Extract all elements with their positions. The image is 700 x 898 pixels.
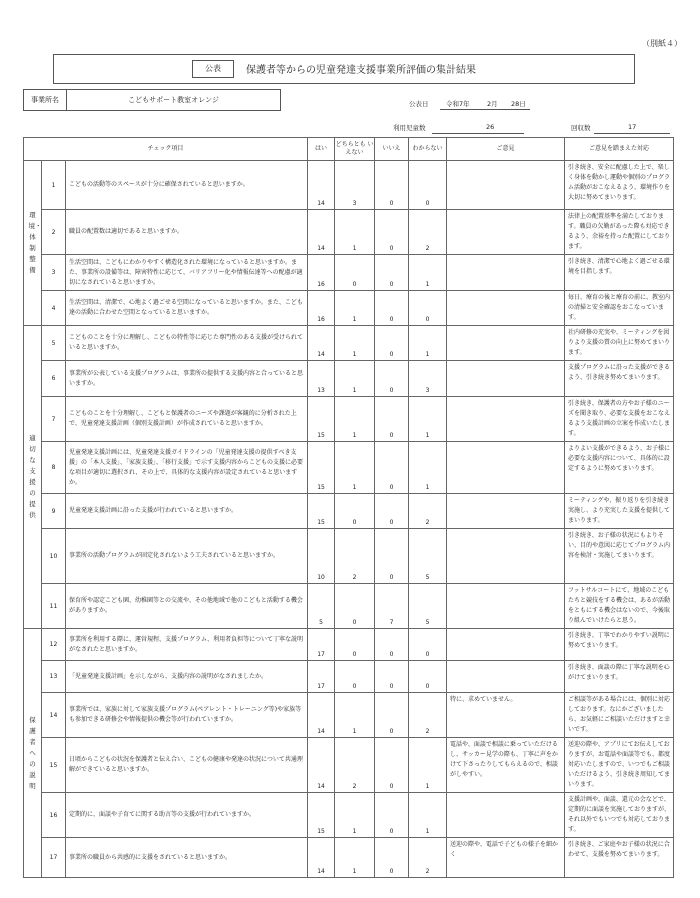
- header-response: ご意見を踏まえた対応: [565, 138, 674, 161]
- check-item: こどものことを十分理解し、こどもと保護者のニーズや課題が客観的に分析された上で、児童発達支援計画（個別支援計画）が作成されていると思いますか。: [66, 397, 308, 442]
- opinion-cell: [447, 161, 565, 210]
- table-row: [24, 529, 674, 584]
- count-neither: 0: [335, 494, 375, 529]
- publish-day: 28日: [511, 100, 526, 108]
- publish-month: 2月: [487, 100, 498, 108]
- response-cell: フットサルコートにて、地域のこどもたちと競技をする機会は、あるが活動をともにする機会はないので、今後取り組んでいけたらと思う。: [565, 584, 674, 629]
- count-no: 0: [375, 326, 409, 361]
- category-label: 保護者への説明: [29, 715, 36, 790]
- table-row: [24, 584, 674, 629]
- count-no: 0: [375, 629, 409, 661]
- count-unknown: 1: [409, 326, 447, 361]
- count-yes: 14: [308, 210, 335, 255]
- annex-tag: （別紙４）: [642, 39, 682, 48]
- table-row: [24, 442, 674, 494]
- check-item: 生活空間は、こどもにわかりやすく構造化された環境になっていると思いますか。また、事業所の設備等は、障害特性に応じて、バリアフリー化や情報伝達等への配慮が適切になされていると思いますか。: [66, 255, 308, 291]
- count-neither: 0: [335, 584, 375, 629]
- office-name: こどもサポート教室オレンジ: [128, 96, 219, 104]
- count-yes: 14: [308, 693, 335, 738]
- response-cell: ミーティングや、振り返りを引き続き実施し、より充実した支援を提供してまいります。: [565, 494, 674, 529]
- count-unknown: 2: [409, 838, 447, 878]
- count-neither: 1: [335, 838, 375, 878]
- responses-underline: [594, 133, 670, 134]
- item-number: 3: [42, 255, 66, 291]
- header-neither: どちらとも いえない: [335, 138, 375, 161]
- item-number: 1: [42, 161, 66, 210]
- response-cell: 引き続き、お子様の状況にもよりそい、目的や意図に応じてプログラム内容を検討・実施してまいります。: [565, 529, 674, 584]
- count-unknown: 2: [409, 693, 447, 738]
- check-item: こどもの活動等のスペースが十分に確保されていると思いますか。: [66, 161, 308, 210]
- count-neither: 1: [335, 793, 375, 838]
- check-item: 保育所や認定こども園、幼稚園等との交流や、その他地域で他のこどもと活動する機会がありますか。: [66, 584, 308, 629]
- opinion-cell: [447, 494, 565, 529]
- table-row: [24, 838, 674, 878]
- publish-date-underline: [440, 109, 530, 110]
- count-no: 0: [375, 210, 409, 255]
- opinion-cell: [447, 793, 565, 838]
- count-yes: 14: [308, 838, 335, 878]
- count-neither: 1: [335, 693, 375, 738]
- count-no: 0: [375, 361, 409, 397]
- response-cell: 毎日、療育の後と療育の前に、教室内の清掃と安全確認をおこなっています。: [565, 291, 674, 326]
- count-yes: 17: [308, 661, 335, 693]
- opinion-cell: [447, 629, 565, 661]
- item-number: 12: [42, 629, 66, 661]
- check-item: 事業所の活動プログラムが固定化されないよう工夫されていると思いますか。: [66, 529, 308, 584]
- count-unknown: 5: [409, 529, 447, 584]
- count-neither: 1: [335, 361, 375, 397]
- count-unknown: 0: [409, 661, 447, 693]
- category-cell: [24, 629, 42, 878]
- opinion-cell: [447, 661, 565, 693]
- opinion-cell: [447, 326, 565, 361]
- item-number: 14: [42, 693, 66, 738]
- count-unknown: 1: [409, 397, 447, 442]
- check-item: 日頃からこどもの状況を保護者と伝え合い、こどもの健康や発達の状況について共通理解ができていると思いますか。: [66, 738, 308, 793]
- opinion-cell: [447, 529, 565, 584]
- table-row: [24, 326, 674, 361]
- response-cell: 引き続き、面談の際に丁寧な説明を心がけてまいります。: [565, 661, 674, 693]
- count-no: 7: [375, 584, 409, 629]
- count-yes: 14: [308, 161, 335, 210]
- count-no: 0: [375, 494, 409, 529]
- opinion-cell: [447, 442, 565, 494]
- count-neither: 1: [335, 210, 375, 255]
- users-value: 26: [486, 123, 495, 131]
- check-item: 「児童発達支援計画」を示しながら、支援内容の説明がなされましたか。: [66, 661, 308, 693]
- opinion-cell: [447, 210, 565, 255]
- header-opinion: ご意見: [447, 138, 565, 161]
- response-cell: 引き続き、ご家庭やお子様の状況に合わせて、支援を努めてまいります。: [565, 838, 674, 878]
- category-cell: [24, 326, 42, 629]
- count-yes: 15: [308, 397, 335, 442]
- users-underline: [432, 133, 524, 134]
- count-yes: 17: [308, 629, 335, 661]
- count-yes: 16: [308, 255, 335, 291]
- item-number: 15: [42, 738, 66, 793]
- count-yes: 15: [308, 442, 335, 494]
- count-unknown: 3: [409, 361, 447, 397]
- item-number: 6: [42, 361, 66, 397]
- item-number: 11: [42, 584, 66, 629]
- count-neither: 0: [335, 255, 375, 291]
- publish-era: 令和7年: [446, 100, 470, 108]
- count-unknown: 1: [409, 442, 447, 494]
- count-no: 0: [375, 291, 409, 326]
- count-yes: 5: [308, 584, 335, 629]
- table-row: [24, 161, 674, 210]
- item-number: 4: [42, 291, 66, 326]
- check-item: 事業所の職員から共感的に支援をされていると思いますか。: [66, 838, 308, 878]
- table-row: [24, 255, 674, 291]
- check-item: 定期的に、面談や子育てに関する助言等の支援が行われていますか。: [66, 793, 308, 838]
- table-row: [24, 793, 674, 838]
- table-row: [24, 494, 674, 529]
- item-number: 10: [42, 529, 66, 584]
- public-label: 公表: [192, 60, 234, 78]
- count-unknown: 1: [409, 255, 447, 291]
- table-row: [24, 291, 674, 326]
- opinion-cell: [447, 291, 565, 326]
- item-number: 5: [42, 326, 66, 361]
- count-neither: 1: [335, 442, 375, 494]
- count-neither: 1: [335, 291, 375, 326]
- count-neither: 2: [335, 738, 375, 793]
- count-no: 0: [375, 397, 409, 442]
- count-yes: 15: [308, 793, 335, 838]
- response-cell: 社内研修の充実や、ミーティングを図りより支援の質の向上に努めてまいります。: [565, 326, 674, 361]
- table-header-row: [24, 138, 674, 161]
- response-cell: 支援プログラムに沿った支援ができるよう、引き続き努めてまいります。: [565, 361, 674, 397]
- responses-label: 回収数: [571, 124, 591, 132]
- office-name-box: [23, 89, 281, 111]
- count-no: 0: [375, 793, 409, 838]
- opinion-cell: 送迎の際や、電話で子どもの様子を細かく: [447, 838, 565, 878]
- count-no: 0: [375, 529, 409, 584]
- count-no: 0: [375, 838, 409, 878]
- category-label: 環境・体制整備: [28, 211, 42, 274]
- response-cell: ご相談等がある場合には、個別に対応しております。なにかございましたら、お気軽にご相談いただけますと幸いです。: [565, 693, 674, 738]
- header-yes: はい: [308, 138, 335, 161]
- count-yes: 10: [308, 529, 335, 584]
- count-no: 0: [375, 661, 409, 693]
- office-label: 事業所名: [24, 90, 67, 110]
- table-row: [24, 661, 674, 693]
- evaluation-table: [23, 137, 674, 878]
- check-item: 事業所を利用する際に、運営規程、支援プログラム、利用者負担等について丁寧な説明がなされたと思いますか。: [66, 629, 308, 661]
- table-row: [24, 361, 674, 397]
- opinion-cell: 電話や、面談で相談に乗っていただけるし、サッカー見学の際も、丁寧に声をかけて下さったりしてもらえるので、相談がしやすい。: [447, 738, 565, 793]
- check-item: 児童発達支援計画に沿った支援が行われていると思いますか。: [66, 494, 308, 529]
- opinion-cell: [447, 584, 565, 629]
- count-yes: 14: [308, 326, 335, 361]
- check-item: こどものことを十分に理解し、こどもの特性等に応じた専門性のある支援が受けられていると思いますか。: [66, 326, 308, 361]
- response-cell: 送迎の際や、アプリにてお伝えしておりますが、お電話や面談等でも、都度対応いたしますので、いつでもご相談いただけるよう、引き続き周知してまいります。: [565, 738, 674, 793]
- responses-value: 17: [628, 123, 637, 131]
- count-neither: 0: [335, 629, 375, 661]
- count-neither: 1: [335, 397, 375, 442]
- item-number: 2: [42, 210, 66, 255]
- count-unknown: 0: [409, 629, 447, 661]
- count-yes: 13: [308, 361, 335, 397]
- count-unknown: 1: [409, 793, 447, 838]
- header-no: いいえ: [375, 138, 409, 161]
- check-item: 児童発達支援計画には、児童発達支援ガイドラインの「児童発達支援の提供すべき支援」の「本人支援」、「家族支援」、「移行支援」で示す支援内容からこどもの支援に必要な項目が適切に選択され、その上で、具体的な支援内容が設定されていると思いますか。: [66, 442, 308, 494]
- category-cell: [24, 161, 42, 326]
- users-label: 利用児童数: [393, 124, 426, 132]
- count-no: 0: [375, 738, 409, 793]
- count-no: 0: [375, 693, 409, 738]
- response-cell: よりよい支援ができるよう、お子様に必要な支援内容について、具体的に設定するように努めてまいります。: [565, 442, 674, 494]
- opinion-cell: [447, 397, 565, 442]
- response-cell: 引き続き、保護者の方やお子様のニーズを聞き取り、必要な支援をおこなえるよう支援計画の立案を作成いたします。: [565, 397, 674, 442]
- response-cell: 引き続き、清潔で心地よく過ごせる環境を目指します。: [565, 255, 674, 291]
- count-neither: 2: [335, 529, 375, 584]
- count-yes: 14: [308, 738, 335, 793]
- item-number: 16: [42, 793, 66, 838]
- count-unknown: 1: [409, 738, 447, 793]
- publish-date-label: 公表日: [409, 100, 429, 108]
- response-cell: 引き続き、丁寧でわかりやすい説明に努めてまいります。: [565, 629, 674, 661]
- header-item: チェック項目: [24, 138, 308, 161]
- item-number: 8: [42, 442, 66, 494]
- count-neither: 1: [335, 326, 375, 361]
- count-neither: 3: [335, 161, 375, 210]
- count-unknown: 0: [409, 291, 447, 326]
- opinion-cell: [447, 361, 565, 397]
- count-unknown: 2: [409, 210, 447, 255]
- count-yes: 15: [308, 494, 335, 529]
- item-number: 7: [42, 397, 66, 442]
- check-item: 事業所では、家族に対して家族支援プログラム(ペアレント・トレーニング等)や家族等も参加できる研修会や情報提供の機会等が行われていますか。: [66, 693, 308, 738]
- page-title: 保護者等からの児童発達支援事業所評価の集計結果: [246, 65, 476, 76]
- title-box: [53, 54, 635, 84]
- category-label: 適切な支援の提供: [29, 434, 36, 519]
- response-cell: 引き続き、安全に配慮した上で、楽しく身体を動かし運動や個別のプログラム活動がおこなえるよう、環境作りを大切に努めてまいります。: [565, 161, 674, 210]
- count-no: 0: [375, 161, 409, 210]
- item-number: 13: [42, 661, 66, 693]
- item-number: 9: [42, 494, 66, 529]
- opinion-cell: [447, 255, 565, 291]
- check-item: 事業所が公表している支援プログラムは、事業所の提供する支援内容と合っていると思いますか。: [66, 361, 308, 397]
- item-number: 17: [42, 838, 66, 878]
- count-no: 0: [375, 442, 409, 494]
- header-unknown: わからない: [409, 138, 447, 161]
- opinion-cell: 特に、求めていません。: [447, 693, 565, 738]
- table-row: [24, 738, 674, 793]
- count-unknown: 2: [409, 494, 447, 529]
- table-row: [24, 397, 674, 442]
- check-item: 職員の配置数は適切であると思いますか。: [66, 210, 308, 255]
- count-neither: 0: [335, 661, 375, 693]
- count-yes: 16: [308, 291, 335, 326]
- response-cell: 支援計画や、面談、還元の会などで、定期的に面談を実施しておりますが、それ以外でもいつでも対応しております。: [565, 793, 674, 838]
- table-row: [24, 693, 674, 738]
- count-unknown: 5: [409, 584, 447, 629]
- count-no: 0: [375, 255, 409, 291]
- count-unknown: 0: [409, 161, 447, 210]
- table-row: [24, 210, 674, 255]
- response-cell: 法律上の配置基準を満たしております。職員の欠勤があった際も対応できるよう、余裕を持った配置にしております。: [565, 210, 674, 255]
- check-item: 生活空間は、清潔で、心地よく過ごせる空間になっていると思いますか。また、こども達の活動に合わせた空間となっていると思いますか。: [66, 291, 308, 326]
- table-row: [24, 629, 674, 661]
